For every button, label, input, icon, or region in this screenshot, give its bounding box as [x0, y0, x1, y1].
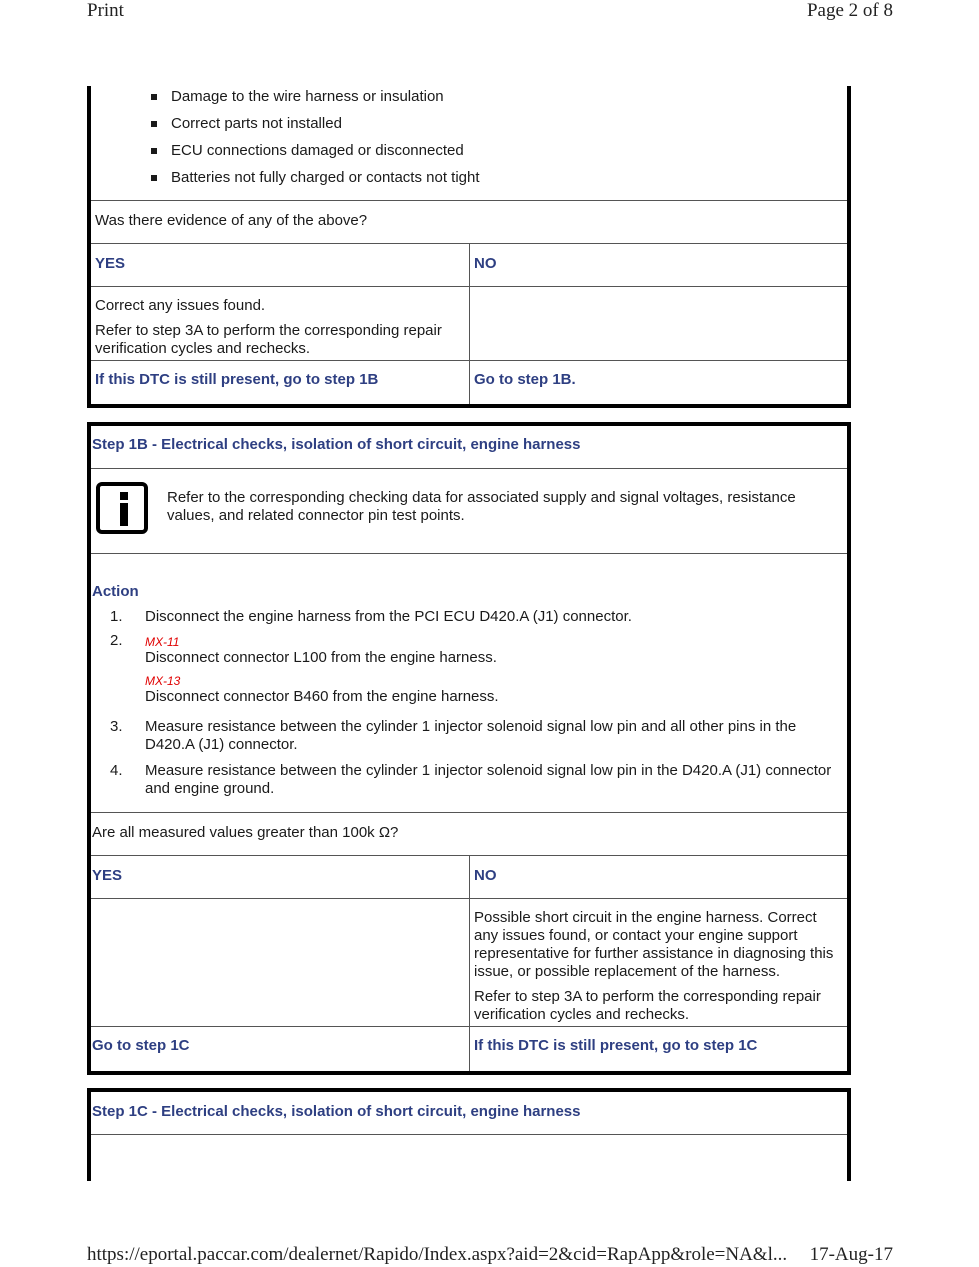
list-item: Damage to the wire harness or insulation — [151, 88, 480, 115]
yes-goto-link[interactable]: Go to step 1C — [92, 1037, 190, 1054]
yes-no-header-row — [91, 856, 847, 899]
print-header: Print — [87, 0, 124, 21]
goto-row — [91, 1027, 847, 1071]
question-row — [91, 813, 847, 856]
page-number: Page 2 of 8 — [806, 0, 893, 21]
step-text: Measure resistance between the cylinder 1 injector solenoid signal low pin in the D420.A (J1) connector and engine ground. — [145, 762, 832, 797]
yes-instruction: Correct any issues found. — [95, 297, 266, 314]
step-number: 4. — [110, 762, 123, 779]
step-text: Disconnect connector L100 from the engine harness. — [145, 649, 497, 666]
goto-row — [91, 361, 847, 404]
list-item: Correct parts not installed — [151, 115, 480, 142]
bullet-icon — [151, 121, 157, 127]
model-tag: MX-13 — [145, 674, 181, 688]
step-number: 2. — [110, 632, 123, 649]
no-goto-link[interactable]: Go to step 1B. — [474, 371, 576, 388]
question-text: Was there evidence of any of the above? — [95, 212, 368, 229]
no-label: NO — [474, 867, 497, 884]
step-title-row — [91, 426, 847, 469]
step-number: 1. — [110, 608, 123, 625]
info-icon — [96, 482, 148, 534]
yes-label: YES — [95, 255, 126, 272]
no-instruction-2: Refer to step 3A to perform the corresponding repair verification cycles and rechecks. — [474, 988, 821, 1023]
yes-no-header-row — [91, 244, 847, 287]
footer-date: 17-Aug-17 — [809, 1244, 893, 1265]
step-1c-title: Step 1C - Electrical checks, isolation of short circuit, engine harness — [92, 1103, 581, 1120]
step-title-row — [91, 1092, 847, 1135]
bullet-icon — [151, 94, 157, 100]
checklist — [151, 88, 480, 196]
step-1a-table — [87, 86, 851, 408]
yes-label: YES — [92, 867, 123, 884]
step-1b-table — [87, 422, 851, 1075]
step-text: Disconnect the engine harness from the PCI ECU D420.A (J1) connector. — [145, 608, 632, 625]
yes-goto-link[interactable]: If this DTC is still present, go to step 1B — [95, 371, 379, 388]
action-heading: Action — [92, 583, 139, 600]
question-row — [91, 201, 847, 244]
question-text: Are all measured values greater than 100k Ω? — [92, 824, 399, 841]
footer-url: https://eportal.paccar.com/dealernet/Rapido/Index.aspx?aid=2&cid=RapApp&role=NA&l... — [87, 1244, 788, 1265]
step-text: Measure resistance between the cylinder 1 injector solenoid signal low pin and all other pins in the D420.A (J1) connector. — [145, 718, 797, 753]
result-row — [91, 899, 847, 1027]
bullet-icon — [151, 148, 157, 154]
model-tag: MX-11 — [145, 635, 180, 649]
no-goto-link[interactable]: If this DTC is still present, go to step 1C — [474, 1037, 758, 1054]
result-row — [91, 287, 847, 361]
list-item: ECU connections damaged or disconnected — [151, 142, 480, 169]
action-row — [91, 554, 847, 813]
checklist-row — [91, 86, 847, 201]
no-label: NO — [474, 255, 497, 272]
info-row — [91, 469, 847, 554]
info-text: Refer to the corresponding checking data for associated supply and signal voltages, resistance values, and related connector pin test points. — [167, 489, 796, 524]
no-instruction: Possible short circuit in the engine harness. Correct any issues found, or contact your engine support representative for further assistance in diagnosing this issue, or possible replacement of the harness. — [474, 909, 834, 980]
bullet-icon — [151, 175, 157, 181]
step-text: Disconnect connector B460 from the engine harness. — [145, 688, 499, 705]
yes-instruction-2: Refer to step 3A to perform the corresponding repair verification cycles and rechecks. — [95, 322, 442, 357]
list-item: Batteries not fully charged or contacts not tight — [151, 169, 480, 196]
step-1b-title: Step 1B - Electrical checks, isolation of short circuit, engine harness — [92, 436, 581, 453]
step-1c-table — [87, 1088, 851, 1181]
step-number: 3. — [110, 718, 123, 735]
